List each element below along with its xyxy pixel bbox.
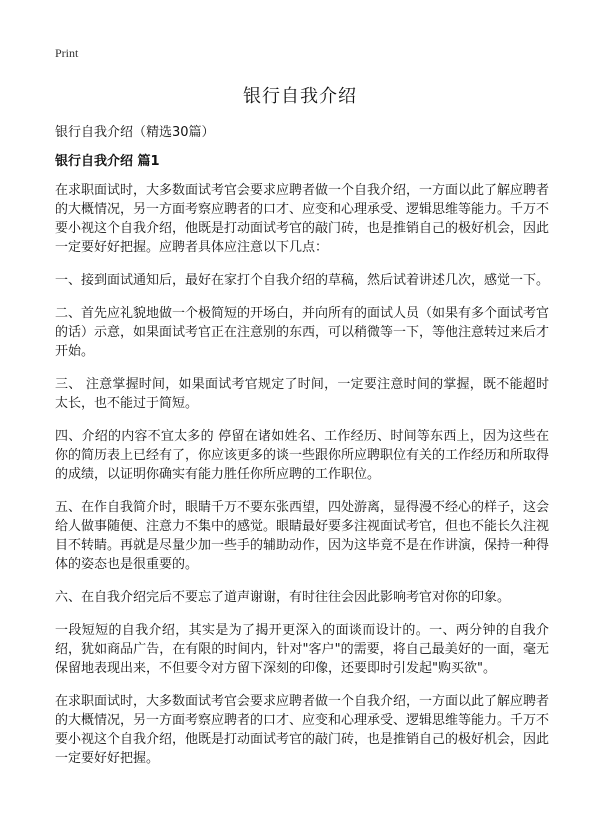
document-subtitle: 银行自我介绍（精选30篇） — [55, 125, 215, 140]
paragraph-point-6: 六、在自我介绍完后不要忘了道声谢谢，有时往往会因此影响考官对你的印象。 — [55, 590, 511, 605]
paragraph-repeat-intro: 在求职面试时，大多数面试考官会要求应聘者做一个自我介绍，一方面以此了解应聘者的大概情况，另一方面考察应聘者的口才、应变和心理承受、逻辑思维等能力。千万不要小视这个自我介绍，他既是打动面试考官的敲门砖，也是推销自己的极好机会，因此一定要好好把握。 — [55, 694, 550, 766]
paragraph-point-3: 三、 注意掌握时间，如果面试考官规定了时间，一定要注意时间的掌握，既不能超时太长，也不能过于简短。 — [55, 377, 549, 411]
paragraph-summary: 一段短短的自我介绍，其实是为了揭开更深入的面谈而设计的。一、两分钟的自我介绍，犹如商品广告，在有限的时间内，针对"客户"的需要，将自己最美好的一面，毫无保留地表现出来，不但要令对方留下深刻的印像，还要即时引发起"购买欲"。 — [55, 623, 549, 676]
print-link[interactable]: Print — [55, 46, 79, 60]
paragraph-point-1: 一、接到面试通知后，最好在家打个自我介绍的草稿，然后试着讲述几次，感觉一下。 — [55, 273, 550, 288]
paragraph-point-4: 四、介绍的内容不宜太多的 停留在诸如姓名、工作经历、时间等东西上，因为这些在你的简历表上已经有了，你应该更多的谈一些跟你所应聘职位有关的工作经历和所取得的成绩，以证明你确实有能力胜任你所应聘的工作职位。 — [55, 429, 550, 482]
paragraph-point-5: 五、在作自我简介时，眼睛千万不要东张西望，四处游离，显得漫不经心的样子，这会给人做事随便、注意力不集中的感觉。眼睛最好要多注视面试考官，但也不能长久注视目不转睛。再就是尽量少加一些手的辅助动作，因为这毕竟不是在作讲演，保持一种得体的姿态也是很重要的。 — [55, 500, 550, 572]
section-heading: 银行自我介绍 篇1 — [55, 154, 160, 169]
paragraph-point-2: 二、首先应礼貌地做一个极简短的开场白，并向所有的面试人员（如果有多个面试考官的话）示意，如果面试考官正在注意别的东西，可以稍微等一下，等他注意转过来后才开始。 — [55, 306, 550, 359]
page-title: 银行自我介绍 — [243, 86, 357, 107]
paragraph-intro: 在求职面试时，大多数面试考官会要求应聘者做一个自我介绍，一方面以此了解应聘者的大概情况，另一方面考察应聘者的口才、应变和心理承受、逻辑思维等能力。千万不要小视这个自我介绍，他既是打动面试考官的敲门砖，也是推销自己的极好机会，因此一定要好好把握。应聘者具体应注意以下几点： — [55, 183, 550, 255]
article-body — [55, 181, 549, 782]
